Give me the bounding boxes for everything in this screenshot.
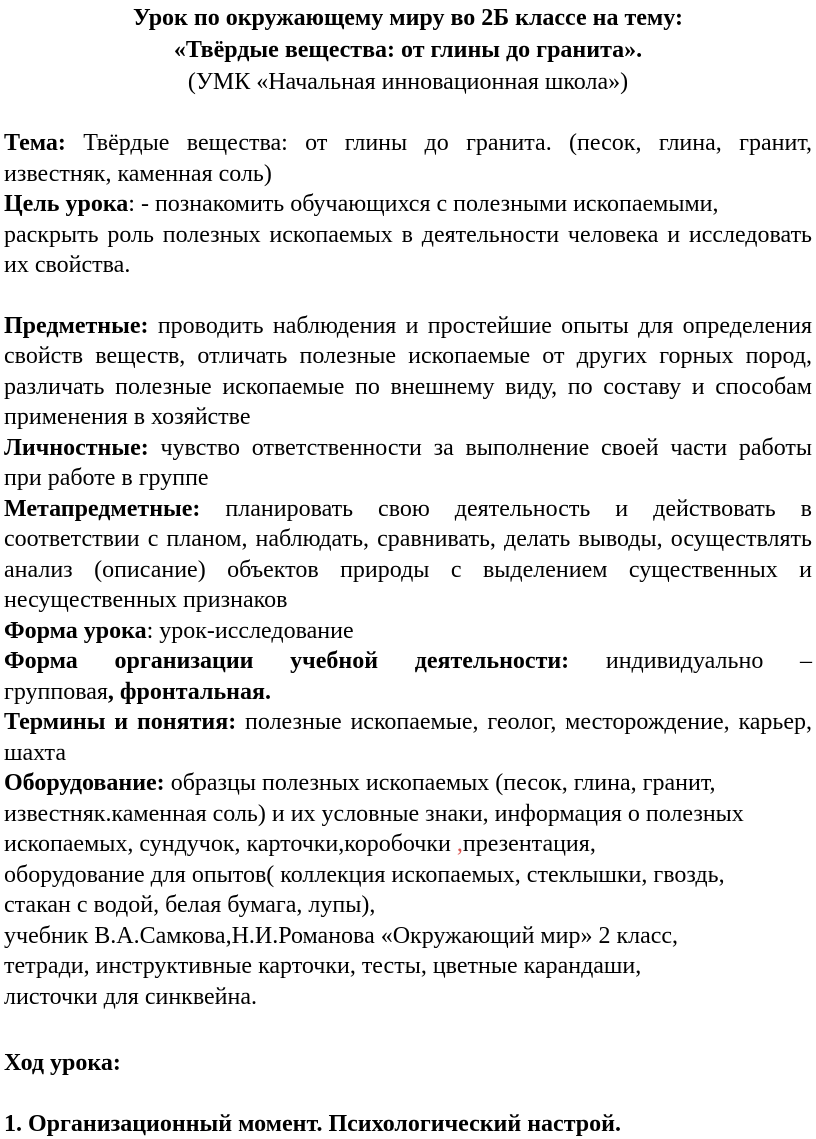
lesson-form-label: Форма урока xyxy=(4,618,147,644)
topic-text: Твёрдые вещества: от глины до гранита. (песок, глина, гранит, известняк, каменная соль) xyxy=(4,130,812,187)
goal-label: Цель урока xyxy=(4,191,128,217)
equipment-line-8: листочки для синквейна. xyxy=(4,982,812,1013)
equipment-line-1 xyxy=(4,768,812,799)
equipment-line-2: известняк.каменная соль) и их условные знаки, информация о полезных xyxy=(4,799,812,830)
personal-paragraph xyxy=(4,433,812,494)
spacer xyxy=(4,1012,812,1048)
header-line-1: Урок по окружающему миру во 2Б классе на тему: xyxy=(4,2,812,34)
lesson-form-paragraph xyxy=(4,616,812,647)
spacer xyxy=(4,281,812,311)
goal-paragraph-2: раскрыть роль полезных ископаемых в деятельности человека и исследовать их свойства. xyxy=(4,220,812,281)
terms-text: полезные ископаемые, геолог, месторождение, карьер, шахта xyxy=(4,709,812,766)
subject-paragraph xyxy=(4,311,812,433)
subject-text: проводить наблюдения и простейшие опыты для определения свойств веществ, отличать полезные ископаемые от других горных пород, различать полезные ископаемые по внешнему виду, по составу и способам применения в хозяйстве xyxy=(4,313,812,431)
meta-paragraph xyxy=(4,494,812,616)
equipment-line-7: тетради, инструктивные карточки, тесты, цветные карандаши, xyxy=(4,951,812,982)
header-line-2: «Твёрдые вещества: от глины до гранита». xyxy=(4,34,812,66)
spacer xyxy=(4,98,812,128)
org-form-line-1 xyxy=(4,646,812,677)
terms-label: Термины и понятия: xyxy=(4,709,236,735)
personal-text: чувство ответственности за выполнение своей части работы при работе в группе xyxy=(4,435,812,492)
stage-1-heading: 1. Организационный момент. Психологический настрой. xyxy=(4,1109,812,1139)
equipment-text-3c: презентация, xyxy=(463,831,596,857)
org-form-text-3: , фронтальная. xyxy=(108,679,271,705)
equipment-line-6: учебник В.А.Самкова,Н.И.Романова «Окружающий мир» 2 класс, xyxy=(4,921,812,952)
topic-paragraph xyxy=(4,128,812,189)
lesson-form-text: : урок-исследование xyxy=(147,618,354,644)
goal-text-1: : - познакомить обучающихся с полезными ископаемыми, xyxy=(128,191,718,217)
topic-label: Тема: xyxy=(4,130,66,156)
equipment-red-comma: , xyxy=(457,831,463,857)
equipment-text-3a: ископаемых, сундучок, карточки,коробочки xyxy=(4,831,457,857)
equipment-line-5: стакан с водой, белая бумага, лупы), xyxy=(4,890,812,921)
meta-text: планировать свою деятельность и действовать в соответствии с планом, наблюдать, сравнивать, делать выводы, осуществлять анализ (описание) объектов природы с выделением существенных и несущественных признаков xyxy=(4,496,812,614)
header-line-3: (УМК «Начальная инновационная школа») xyxy=(4,66,812,98)
equipment-line-4: оборудование для опытов( коллекция ископаемых, стеклышки, гвоздь, xyxy=(4,860,812,891)
org-form-line-2 xyxy=(4,677,812,708)
equipment-text-1: образцы полезных ископаемых (песок, глина, гранит, xyxy=(165,770,716,796)
subject-label: Предметные: xyxy=(4,313,149,339)
meta-label: Метапредметные: xyxy=(4,496,200,522)
org-form-label: Форма организации учебной деятельности: xyxy=(4,648,569,674)
org-form-text-1: индивидуально – xyxy=(569,648,812,674)
terms-paragraph xyxy=(4,707,812,768)
personal-label: Личностные: xyxy=(4,435,149,461)
course-heading: Ход урока: xyxy=(4,1048,812,1079)
equipment-line-3 xyxy=(4,829,812,860)
document-header xyxy=(4,2,812,98)
goal-paragraph-1 xyxy=(4,189,812,220)
spacer xyxy=(4,1079,812,1109)
org-form-text-2: групповая xyxy=(4,679,108,705)
equipment-label: Оборудование: xyxy=(4,770,165,796)
